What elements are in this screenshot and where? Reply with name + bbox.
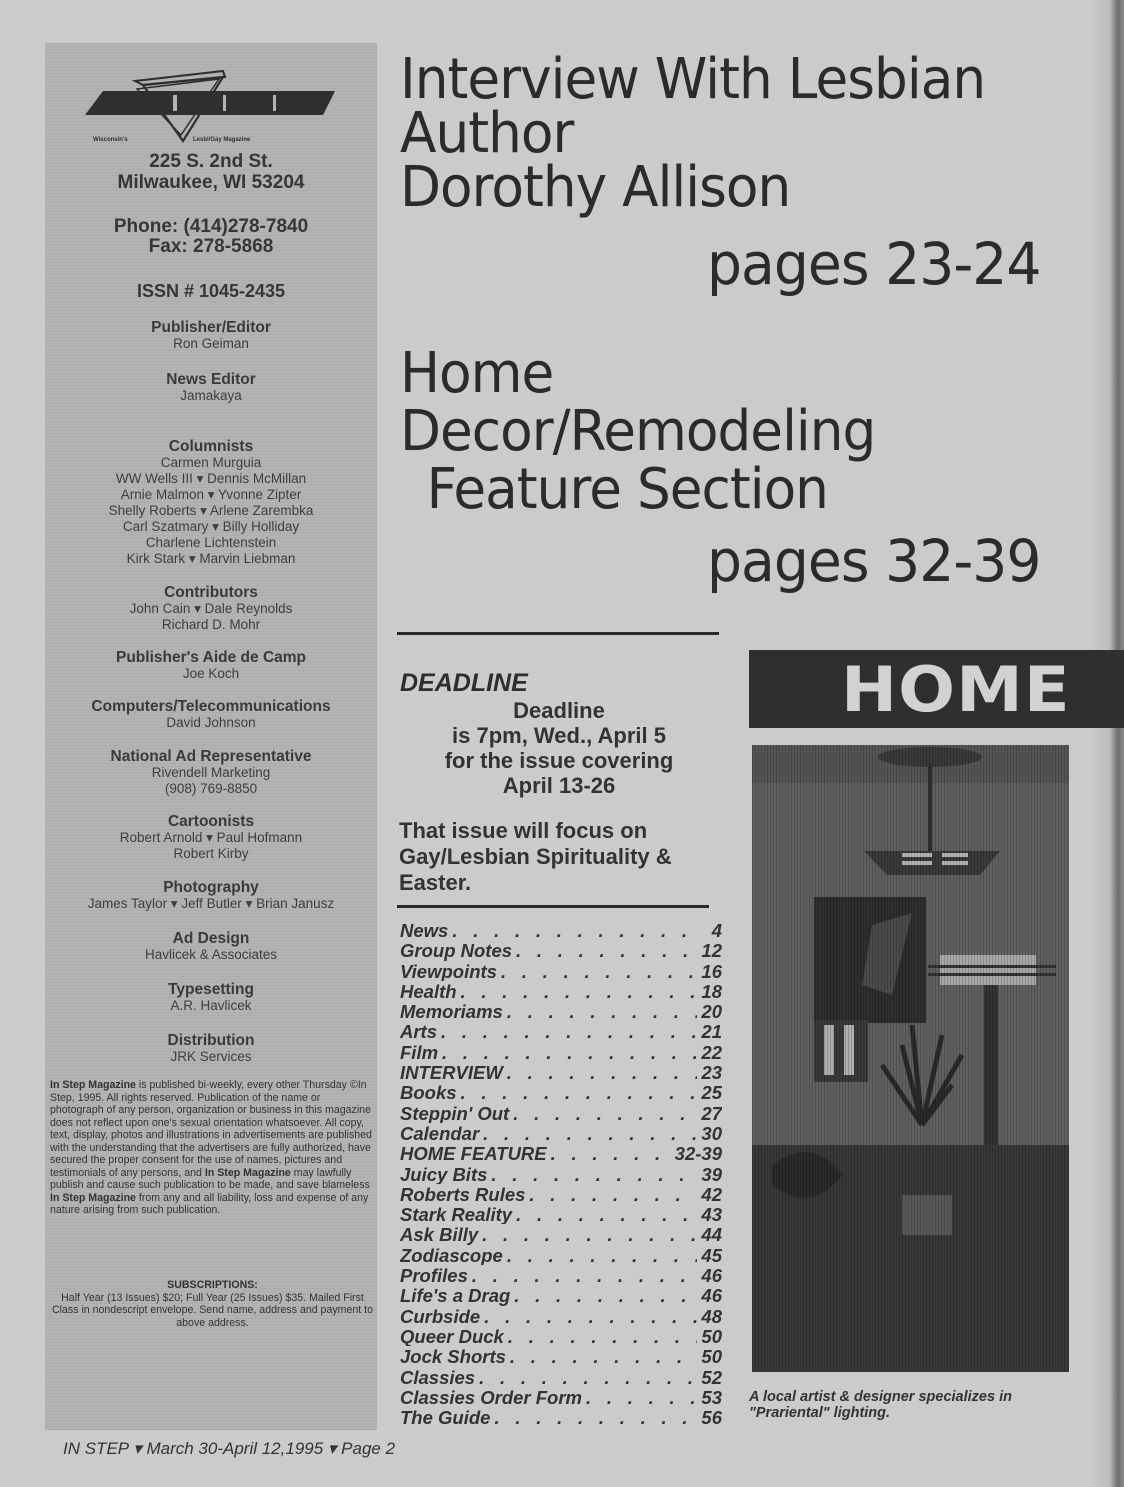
home-banner-text: HOME xyxy=(841,653,1071,726)
toc-entry xyxy=(400,1387,722,1407)
credit-role: Distribution xyxy=(167,1032,255,1049)
toc-leader-dots xyxy=(441,1021,697,1041)
legal-bold: In Step Magazine xyxy=(50,1079,136,1091)
toc-label: Books xyxy=(400,1082,457,1103)
credit-photography xyxy=(45,879,377,912)
toc-page-number: 27 xyxy=(701,1102,722,1123)
credit-role: Typesetting xyxy=(168,981,254,998)
credit-name: Robert Kirby xyxy=(173,846,249,861)
legal-notice xyxy=(50,1079,375,1217)
credit-computers xyxy=(45,698,377,731)
credit-name: Jamakaya xyxy=(180,388,242,403)
toc-leader-dots xyxy=(529,1184,697,1204)
interview-pages: pages 23-24 xyxy=(707,230,1041,298)
credit-role: Computers/Telecommunications xyxy=(91,698,331,715)
toc-page-number: 25 xyxy=(701,1082,722,1103)
toc-label: Roberts Rules xyxy=(400,1183,526,1205)
toc-label: Stark Reality xyxy=(400,1204,513,1225)
toc-page-number: 45 xyxy=(701,1244,722,1266)
toc-label: Viewpoints xyxy=(400,960,497,981)
toc-label: Memoriams xyxy=(400,1001,503,1022)
toc-page-number: 32-39 xyxy=(674,1143,722,1164)
deadline-line: April 13-26 xyxy=(502,773,616,798)
toc-page-number: 18 xyxy=(701,980,722,1002)
toc-leader-dots xyxy=(494,1407,697,1427)
toc-entry xyxy=(400,1021,722,1041)
credit-role: Cartoonists xyxy=(167,813,255,830)
credit-columnists xyxy=(45,438,377,567)
credit-role: Publisher's Aide de Camp xyxy=(115,649,307,666)
fax: Fax: 278-5868 xyxy=(148,236,274,257)
credit-name: Joe Koch xyxy=(182,666,240,681)
credit-name: Charlene Lichtenstein xyxy=(145,535,277,550)
toc-page-number: 42 xyxy=(701,1183,722,1205)
toc-leader-dots xyxy=(483,1123,697,1143)
toc-entry xyxy=(400,1245,722,1265)
toc-label: The Guide xyxy=(400,1407,491,1428)
toc-entry xyxy=(400,1103,722,1123)
toc-entry xyxy=(400,1123,722,1143)
toc-leader-dots xyxy=(516,1204,697,1224)
credit-name: John Cain ▾ Dale Reynolds xyxy=(129,601,293,616)
credit-name: Richard D. Mohr xyxy=(161,617,261,632)
toc-entry xyxy=(400,1326,722,1346)
toc-label: HOME FEATURE xyxy=(400,1143,547,1164)
page-shadow xyxy=(1088,0,1110,1487)
headline-line: Feature Section xyxy=(426,457,828,522)
toc-entry xyxy=(400,1001,722,1021)
toc-entry xyxy=(400,1184,722,1204)
toc-page-number: 43 xyxy=(701,1204,722,1225)
toc-leader-dots xyxy=(472,1265,698,1285)
deadline-label: DEADLINE xyxy=(400,669,528,697)
toc-page-number: 46 xyxy=(701,1285,722,1306)
credit-role: Photography xyxy=(163,879,259,896)
credit-role: National Ad Representative xyxy=(110,748,312,765)
toc-leader-dots xyxy=(586,1387,697,1407)
toc-entry xyxy=(400,1082,722,1102)
credit-name: WW Wells III ▾ Dennis McMillan xyxy=(115,471,307,486)
credit-name: Shelly Roberts ▾ Arlene Zarembka xyxy=(108,503,314,518)
legal-text: from any and all liability, loss and expense of any nature arising from such publication. xyxy=(50,1191,369,1216)
toc-entry xyxy=(400,1367,722,1387)
credit-role: Ad Design xyxy=(172,930,250,947)
toc-label: Profiles xyxy=(400,1265,468,1286)
toc-leader-dots xyxy=(513,1103,697,1123)
legal-text: may lawfully publish and cause such publication to be made, and save blameless xyxy=(50,1166,370,1191)
toc-page-number: 22 xyxy=(701,1041,722,1063)
credit-name: Kirk Stark ▾ Marvin Liebman xyxy=(126,551,296,566)
phone: Phone: (414)278-7840 xyxy=(113,216,309,237)
toc-page-number: 16 xyxy=(701,960,722,981)
headline-line: Dorothy Allison xyxy=(400,155,791,220)
toc-page-number: 23 xyxy=(701,1062,722,1083)
toc-label: Classies xyxy=(400,1366,476,1387)
issn: ISSN # 1045-2435 xyxy=(136,281,286,301)
credit-distribution xyxy=(45,1032,377,1065)
credit-role: Publisher/Editor xyxy=(151,319,271,336)
toc-entry xyxy=(400,1265,722,1285)
credit-name: (908) 769-8850 xyxy=(164,781,258,796)
toc-leader-dots xyxy=(461,1082,698,1102)
credit-name: Havlicek & Associates xyxy=(144,947,278,962)
credit-name: James Taylor ▾ Jeff Butler ▾ Brian Janusz xyxy=(87,896,335,911)
toc-page-number: 20 xyxy=(701,1001,722,1022)
deadline-line: Deadline xyxy=(513,698,605,723)
feature-photo xyxy=(752,745,1069,1372)
toc-page-number: 44 xyxy=(701,1224,722,1245)
photo-caption: A local artist & designer specializes in "Prariental" lighting. xyxy=(749,1389,1012,1421)
toc-label: Curbside xyxy=(400,1305,481,1326)
subscriptions-text: Half Year (13 Issues) $20; Full Year (25 Issues) $35. Mailed First Class in nondescript envelope. Send name, address and payment to above address. xyxy=(52,1291,373,1329)
toc-entry xyxy=(400,1143,722,1163)
toc-page-number: 4 xyxy=(711,920,722,941)
toc-page-number: 48 xyxy=(701,1305,722,1326)
credit-name: Arnie Malmon ▾ Yvonne Zipter xyxy=(120,487,302,502)
toc-label: Arts xyxy=(400,1021,438,1042)
credit-publisher xyxy=(45,319,377,352)
toc-leader-dots xyxy=(514,1285,697,1305)
toc-leader-dots xyxy=(491,1164,697,1184)
toc-label: INTERVIEW xyxy=(400,1062,503,1083)
toc-entry xyxy=(400,1204,722,1224)
toc-page-number: 52 xyxy=(701,1366,722,1387)
toc-leader-dots xyxy=(501,961,697,981)
toc-entry xyxy=(400,1042,722,1062)
toc-label: Life's a Drag xyxy=(400,1285,511,1306)
next-issue-focus: That issue will focus on Gay/Lesbian Spirituality & Easter. xyxy=(399,818,672,895)
credit-name: Carl Szatmary ▾ Billy Holliday xyxy=(122,519,300,534)
credit-name: JRK Services xyxy=(170,1049,252,1064)
credit-ad-rep xyxy=(45,748,377,797)
toc-entry xyxy=(400,1407,722,1427)
credit-name: Ron Geiman xyxy=(173,336,249,351)
credit-name: Robert Arnold ▾ Paul Hofmann xyxy=(119,830,303,845)
address-line1: 225 S. 2nd St. xyxy=(149,151,273,172)
address xyxy=(45,151,377,193)
toc-leader-dots xyxy=(507,1245,698,1265)
toc-label: Group Notes xyxy=(400,940,513,961)
credit-name: Rivendell Marketing xyxy=(151,765,271,780)
divider-rule xyxy=(397,905,709,908)
credit-news-editor xyxy=(45,371,377,404)
divider-rule xyxy=(397,632,719,635)
toc-page-number: 21 xyxy=(701,1021,722,1042)
table-of-contents xyxy=(400,920,722,1427)
headline-line: Home xyxy=(400,341,554,406)
toc-page-number: 39 xyxy=(701,1163,722,1184)
contact xyxy=(45,217,377,257)
toc-page-number: 50 xyxy=(701,1325,722,1347)
page-footer: IN STEP ▾ March 30-April 12,1995 ▾ Page 2 xyxy=(63,1439,396,1458)
toc-leader-dots xyxy=(479,1367,697,1387)
toc-leader-dots xyxy=(516,940,697,960)
toc-entry xyxy=(400,940,722,960)
masthead-sidebar xyxy=(45,43,377,1430)
headline-line: Author xyxy=(400,101,574,166)
credit-name: David Johnson xyxy=(166,715,256,730)
toc-entry xyxy=(400,920,722,940)
lamp-photo-illustration xyxy=(752,745,1069,1372)
credit-role: Contributors xyxy=(164,584,258,601)
toc-leader-dots xyxy=(442,1042,697,1062)
toc-label: News xyxy=(400,920,449,941)
toc-page-number: 53 xyxy=(701,1386,722,1408)
toc-entry xyxy=(400,981,722,1001)
toc-label: Zodiascope xyxy=(400,1244,503,1266)
credit-role: News Editor xyxy=(166,371,256,388)
toc-page-number: 30 xyxy=(701,1122,722,1144)
toc-page-number: 46 xyxy=(701,1265,722,1286)
legal-text: is published bi-weekly, every other Thursday ©In Step, 1995. All rights reserved. Publication of the name or photograph of any person, organization or business in this magazine does not reflect upon one's sexual orientation whatsoever. All copy, text, display, photos and illustrations in advertisements are published with the understanding that the advertisers are fully authorized, have secured the proper consent for the use of names, pictures and testimonials of any persons, and xyxy=(50,1079,372,1179)
credit-ad-design xyxy=(45,930,377,963)
toc-leader-dots xyxy=(507,1062,698,1082)
toc-label: Steppin' Out xyxy=(400,1102,510,1123)
interview-headline xyxy=(400,47,986,220)
toc-entry xyxy=(400,1224,722,1244)
toc-page-number: 50 xyxy=(701,1346,722,1367)
legal-bold: In Step Magazine xyxy=(50,1191,136,1204)
toc-leader-dots xyxy=(461,981,698,1001)
toc-leader-dots xyxy=(551,1143,671,1163)
toc-entry xyxy=(400,1306,722,1326)
page-binding-edge xyxy=(1110,0,1124,1487)
toc-label: Health xyxy=(400,980,457,1002)
subscriptions-title: SUBSCRIPTIONS: xyxy=(167,1279,258,1291)
credit-typesetting xyxy=(45,981,377,1014)
home-banner xyxy=(749,650,1124,728)
toc-entry xyxy=(400,1285,722,1305)
toc-label: Ask Billy xyxy=(400,1224,479,1245)
logo-right-tag: Lesbi/Gay Magazine xyxy=(193,137,251,143)
logo-left-tag: Wisconsin's xyxy=(93,137,128,143)
toc-entry xyxy=(400,1164,722,1184)
in-step-logo xyxy=(73,53,343,148)
toc-label: Classies Order Form xyxy=(400,1386,582,1408)
credit-aide-de-camp xyxy=(45,649,377,682)
credit-cartoonists xyxy=(45,813,377,862)
toc-entry xyxy=(400,1062,722,1082)
credit-name: A.R. Havlicek xyxy=(170,998,252,1013)
legal-bold: In Step Magazine xyxy=(204,1166,291,1179)
toc-label: Queer Duck xyxy=(400,1325,504,1347)
subscriptions xyxy=(50,1279,375,1329)
toc-page-number: 12 xyxy=(701,940,722,961)
deadline-line: is 7pm, Wed., April 5 xyxy=(452,723,666,748)
credit-role: Columnists xyxy=(168,438,254,455)
toc-label: Film xyxy=(400,1041,439,1063)
toc-label: Jock Shorts xyxy=(400,1346,506,1367)
toc-leader-dots xyxy=(484,1306,697,1326)
toc-label: Calendar xyxy=(400,1122,480,1144)
toc-leader-dots xyxy=(482,1224,697,1244)
toc-entry xyxy=(400,1346,722,1366)
toc-leader-dots xyxy=(510,1346,698,1366)
toc-leader-dots xyxy=(507,1001,698,1021)
toc-label: Juicy Bits xyxy=(400,1163,488,1184)
toc-leader-dots xyxy=(452,920,698,940)
toc-leader-dots xyxy=(508,1326,698,1346)
deadline-text xyxy=(395,698,723,798)
credit-name: Carmen Murguia xyxy=(160,455,262,470)
deadline-line: for the issue covering xyxy=(444,748,674,773)
toc-page-number: 56 xyxy=(701,1407,722,1428)
home-headline xyxy=(400,341,876,522)
headline-line: Interview With Lesbian xyxy=(400,47,986,112)
toc-entry xyxy=(400,961,722,981)
address-line2: Milwaukee, WI 53204 xyxy=(117,172,305,193)
home-pages: pages 32-39 xyxy=(707,527,1041,595)
credit-contributors xyxy=(45,584,377,633)
headline-line: Decor/Remodeling xyxy=(400,399,876,464)
